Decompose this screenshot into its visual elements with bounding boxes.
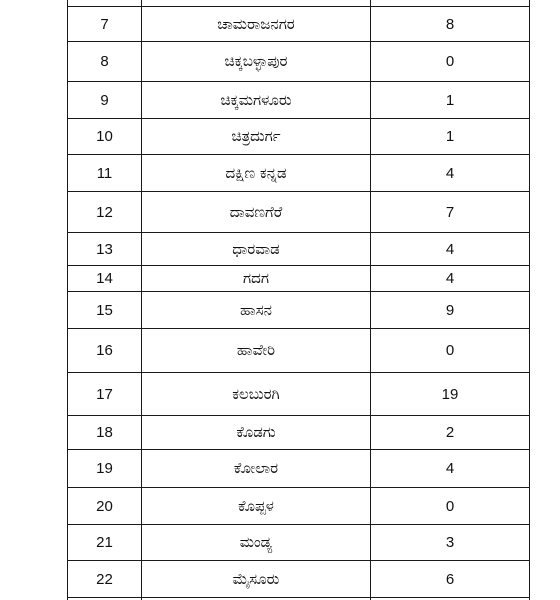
- cell-district: [142, 192, 371, 233]
- table-row: [68, 119, 530, 155]
- table-row: [68, 233, 530, 266]
- district-name: ಚಾಮರಾಜನಗರ: [217, 14, 295, 33]
- table-row: [68, 488, 530, 525]
- district-name: ಚಿಕ್ಕಬಳ್ಳಾಪುರ: [224, 52, 288, 70]
- table-row: [68, 292, 530, 329]
- cell-district: [142, 525, 371, 561]
- table-row: [68, 266, 530, 292]
- cell-district: [142, 488, 371, 525]
- cell-serial: 21: [68, 525, 142, 561]
- district-name: ಧಾರವಾಡ: [232, 239, 280, 258]
- table-row: [68, 7, 530, 42]
- cell-district: [142, 266, 371, 292]
- table-row: [68, 416, 530, 450]
- cell-serial: 7: [68, 7, 142, 42]
- district-name: ಕೊಡಗು: [236, 423, 276, 441]
- cell-serial: 8: [68, 42, 142, 82]
- district-name: ದಾವಣಗೆರೆ: [229, 202, 283, 221]
- cell-count: 4: [371, 266, 530, 292]
- cell-serial: 20: [68, 488, 142, 525]
- district-name: ಹಾವೇರಿ: [236, 341, 276, 359]
- district-name: ಕೋಲಾರ: [233, 459, 279, 477]
- cell-district: [142, 373, 371, 416]
- cell-district: [142, 416, 371, 450]
- cell-district: [142, 119, 371, 155]
- cell-count: 8: [371, 7, 530, 42]
- cell-count: 1: [371, 119, 530, 155]
- cell-count: 1: [371, 82, 530, 119]
- cell-count: 4: [371, 155, 530, 192]
- cell-serial: 10: [68, 119, 142, 155]
- district-name: ದಕ್ಷಿಣ ಕನ್ನಡ: [225, 163, 287, 182]
- table-row: [68, 329, 530, 373]
- cell-count: 9: [371, 292, 530, 329]
- district-name: ಚಿಕ್ಕಮಗಳೂರು: [220, 90, 292, 109]
- cell-serial: 17: [68, 373, 142, 416]
- table-row: [68, 155, 530, 192]
- cell-count: 19: [371, 373, 530, 416]
- cell-count: 2: [371, 416, 530, 450]
- district-name: ಗದಗ: [243, 269, 269, 287]
- district-name: ಕಲಬುರಗಿ: [232, 384, 280, 403]
- cell-count: 7: [371, 192, 530, 233]
- cell-serial: 15: [68, 292, 142, 329]
- cell-count: 0: [371, 42, 530, 82]
- cell-count: 0: [371, 488, 530, 525]
- cell-district: [142, 561, 371, 598]
- cell-district: [142, 329, 371, 373]
- cell-count: 3: [371, 525, 530, 561]
- cell-count: 0: [371, 329, 530, 373]
- table-row: [68, 525, 530, 561]
- cell-district: [142, 292, 371, 329]
- cell-district: [142, 155, 371, 192]
- district-name: ಚಿತ್ರದುರ್ಗ: [231, 127, 281, 145]
- table-row: [68, 82, 530, 119]
- district-name: ಕೊಪ್ಪಳ: [238, 496, 274, 515]
- table-row: [68, 561, 530, 598]
- district-name: ಮಂಡ್ಯ: [239, 533, 273, 551]
- cell-serial: 19: [68, 450, 142, 488]
- table-row: [68, 450, 530, 488]
- cell-serial: 11: [68, 155, 142, 192]
- cell-count: 6: [371, 561, 530, 598]
- cell-serial: 13: [68, 233, 142, 266]
- cell-serial: 22: [68, 561, 142, 598]
- cell-serial: 9: [68, 82, 142, 119]
- cell-count: 4: [371, 450, 530, 488]
- cell-count: 4: [371, 233, 530, 266]
- cell-district: [142, 450, 371, 488]
- cell-district: [142, 233, 371, 266]
- cell-serial: 16: [68, 329, 142, 373]
- district-table: [67, 0, 530, 600]
- cell-district: [142, 82, 371, 119]
- table-row: [68, 42, 530, 82]
- cell-district: [142, 42, 371, 82]
- district-name: ಹಾಸನ: [240, 300, 272, 319]
- table-row: [68, 192, 530, 233]
- district-name: ಮೈಸೂರು: [232, 569, 280, 588]
- cell-serial: 12: [68, 192, 142, 233]
- cell-serial: 14: [68, 266, 142, 292]
- cell-district: [142, 7, 371, 42]
- table-row: [68, 373, 530, 416]
- cell-serial: 18: [68, 416, 142, 450]
